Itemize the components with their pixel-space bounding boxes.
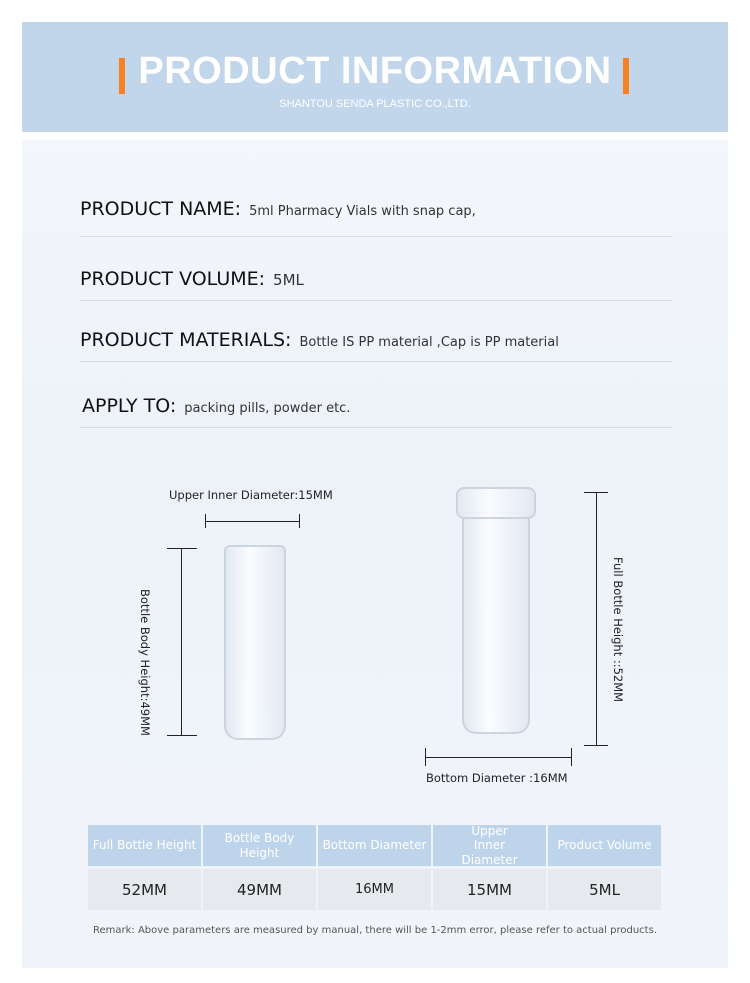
table-header: Bottom Diameter bbox=[318, 825, 431, 866]
table-cell: 52MM bbox=[88, 869, 201, 910]
bottom-diameter-label: Bottom Diameter :16MM bbox=[426, 771, 568, 785]
dimension-line bbox=[181, 548, 182, 735]
info-row-name bbox=[80, 198, 672, 237]
spec-table bbox=[88, 825, 661, 910]
info-label: PRODUCT NAME: bbox=[80, 198, 242, 220]
table-cell: 15MM bbox=[433, 869, 546, 910]
table-cell: 5ML bbox=[548, 869, 661, 910]
table-header: Bottle Body Height bbox=[203, 825, 316, 866]
info-label: APPLY TO: bbox=[82, 395, 177, 417]
info-value: 5ml Pharmacy Vials with snap cap, bbox=[249, 204, 476, 219]
dimension-tick bbox=[167, 735, 197, 736]
dimension-line bbox=[596, 492, 597, 745]
dimension-line bbox=[206, 521, 300, 522]
info-row-volume bbox=[80, 268, 672, 301]
upper-inner-diameter-label: Upper Inner Diameter:15MM bbox=[169, 488, 333, 502]
table-header: Upper Inner Diameter bbox=[433, 825, 546, 866]
company-name: SHANTOU SENDA PLASTIC CO.,LTD. bbox=[279, 98, 471, 110]
table-cell: 49MM bbox=[203, 869, 316, 910]
snap-cap-image bbox=[456, 487, 536, 519]
vial-full-image bbox=[462, 512, 530, 734]
info-label: PRODUCT VOLUME: bbox=[80, 268, 266, 290]
dimension-tick bbox=[584, 745, 608, 746]
page-title: PRODUCT INFORMATION bbox=[138, 50, 612, 92]
info-row-materials bbox=[80, 329, 672, 362]
info-value: 5ML bbox=[273, 271, 304, 289]
table-header: Product Volume bbox=[548, 825, 661, 866]
dimension-line bbox=[426, 757, 572, 758]
dimension-tick bbox=[167, 548, 197, 549]
dimension-tick bbox=[205, 514, 206, 528]
dimension-tick bbox=[571, 748, 572, 766]
info-value: Bottle IS PP material ,Cap is PP material bbox=[299, 335, 559, 350]
info-row-apply bbox=[80, 395, 672, 428]
dimension-tick bbox=[425, 748, 426, 766]
table-header: Full Bottle Height bbox=[88, 825, 201, 866]
accent-bar-right bbox=[623, 58, 629, 94]
remark-text: Remark: Above parameters are measured by manual, there will be 1-2mm error, please refer to actual products. bbox=[92, 925, 657, 936]
info-label: PRODUCT MATERIALS: bbox=[80, 329, 292, 351]
dimension-tick bbox=[299, 514, 300, 528]
body-height-label: Bottle Body Height:49MM bbox=[138, 589, 152, 736]
header-banner bbox=[22, 22, 728, 132]
vial-body-image bbox=[224, 545, 286, 740]
full-height-label: Full Bottle Height ::52MM bbox=[611, 557, 625, 703]
dimension-tick bbox=[584, 492, 608, 493]
info-value: packing pills, powder etc. bbox=[184, 401, 351, 416]
table-cell: 16MM bbox=[318, 869, 431, 910]
